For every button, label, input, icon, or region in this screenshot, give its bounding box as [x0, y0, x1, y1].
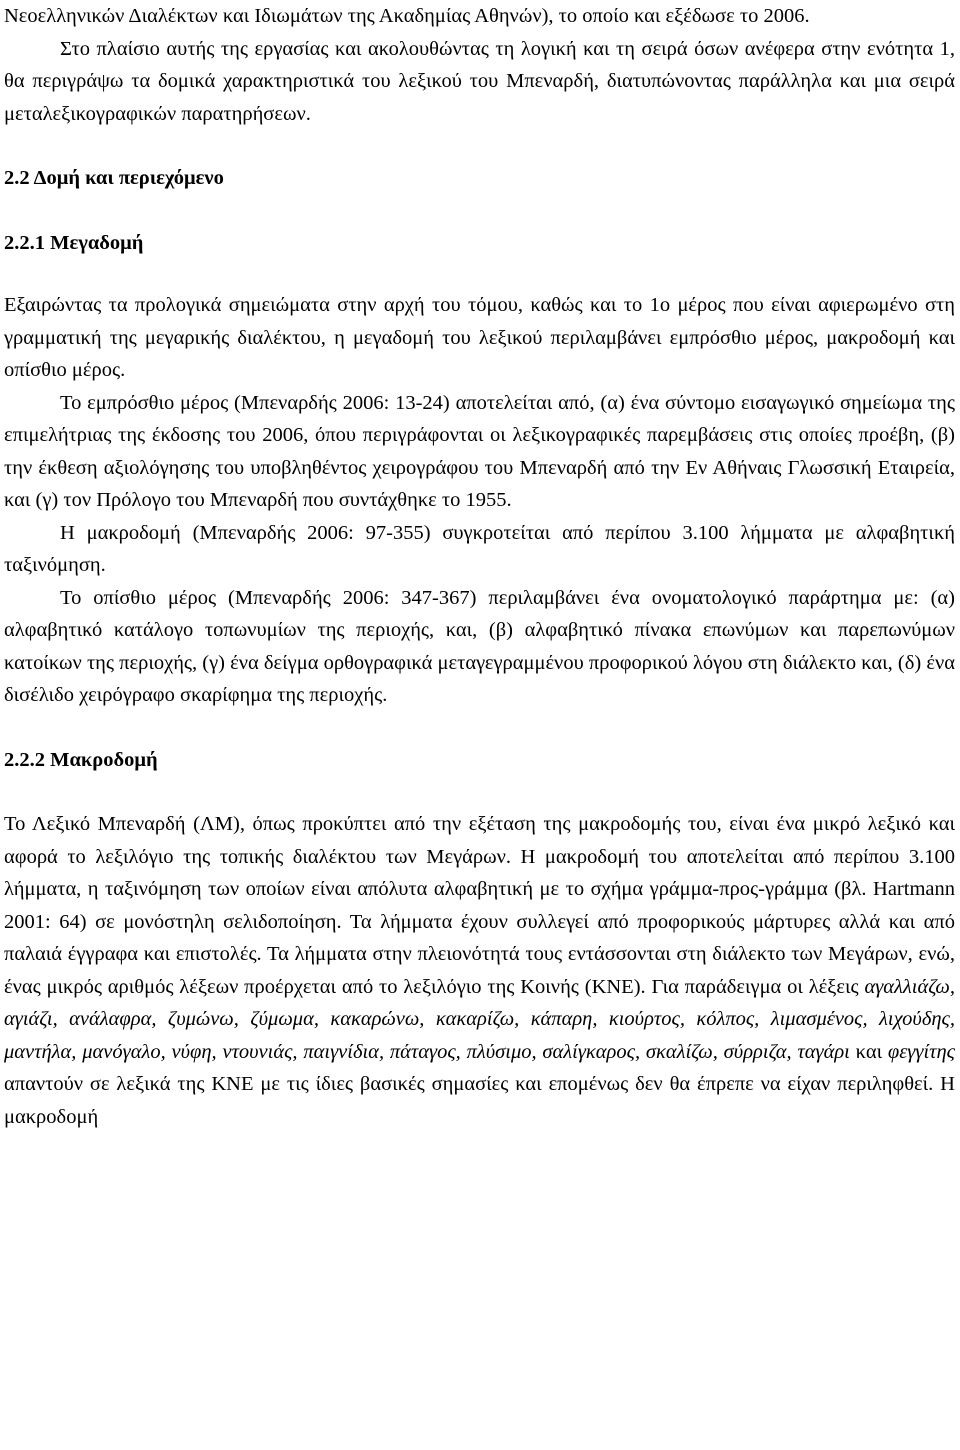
paragraph-macrostructure-summary: Η μακροδομή (Μπεναρδής 2006: 97-355) συγκροτείται από περίπου 3.100 λήμματα με αλφαβητική ταξινόμηση.	[4, 521, 955, 576]
paragraph-continuation: Νεοελληνικών Διαλέκτων και Ιδιωμάτων της Ακαδημίας Αθηνών), το οποίο και εξέδωσε το 2006.	[4, 5, 810, 27]
paragraph-intro: Στο πλαίσιο αυτής της εργασίας και ακολουθώντας τη λογική και τη σειρά όσων ανέφερα στην ενότητα 1, θα περιγράψω τα δομικά χαρακτηριστικά του λεξικού του Μπεναρδή, διατυπώνοντας παράλληλα και μια σειρά μεταλεξικογραφικών παρατηρήσεων.	[4, 37, 955, 125]
paragraph-front-matter: Το εμπρόσθιο μέρος (Μπεναρδής 2006: 13-24) αποτελείται από, (α) ένα σύντομο εισαγωγικό σημείωμα της επιμελήτριας της έκδοσης του 2006, όπου περιγράφονται οι λεξικογραφικές παρεμβάσεις στις οποίες προέβη, (β) την έκθεση αξιολόγησης του υποβληθέντος χειρογράφου του Μπεναρδή από την Εν Αθήναις Γλωσσική Εταιρεία, και (γ) τον Πρόλογο του Μπεναρδή που συντάχθηκε το 1955.	[4, 391, 955, 511]
paragraph-macrostructure-text: Το Λεξικό Μπεναρδή (ΛΜ), όπως προκύπτει από την εξέταση της μακροδομής του, είναι ένα μικρό λεξικό και αφορά το λεξιλόγιο της τοπικής διαλέκτου των Μεγάρων. Η μακροδομή του αποτελείται από περίπου 3.100 λήμματα, η ταξινόμηση των οποίων είναι απόλυτα αλφαβητική με το σχήμα γράμμα-προς-γράμμα (βλ. Hartmann 2001: 64) σε μονόστηλη σελιδοποίηση. Τα λήμματα έχουν συλλεγεί από προφορικούς μάρτυρες αλλά και από παλαιά έγγραφα και επιστολές. Τα λήμματα στην πλειονότητά τους εντάσσονται στη διάλεκτο των Μεγάρων, ενώ, ένας μικρός αριθμός λέξεων προέρχεται από το λεξιλόγιο της Κοινής (ΚΝΕ). Για παράδειγμα οι λέξεις	[4, 813, 955, 998]
paragraph-macrostructure	[4, 808, 955, 1133]
example-words: αγαλλιάζω, αγιάζι, ανάλαφρα, ζυμώνω, ζύμωμα, κακαρώνω, κακαρίζω, κάπαρη, κιούρτος, κόλπος, λιμασμένος, λιχούδης, μαντήλα, μανόγαλο, νύφη, ντουνιάς, παιγνίδια, πάταγος, πλύσιμο, σαλίγκαρος, σκαλίζω, σύρριζα, ταγάρι	[4, 975, 955, 1063]
paragraph-macrostructure-end: απαντούν σε λεξικά της ΚΝΕ με τις ίδιες βασικές σημασίες και επομένως δεν θα έπρεπε να είχαν περιληφθεί. Η μακροδομή	[4, 1073, 955, 1128]
subsection-heading-macrostructure: 2.2.2 Μακροδομή	[4, 748, 158, 771]
section-heading-structure: 2.2 Δομή και περιεχόμενο	[4, 167, 224, 189]
subsection-heading-megastructure: 2.2.1 Μεγαδομή	[4, 231, 144, 254]
example-word-last: φεγγίτης	[887, 1040, 955, 1063]
paragraph-back-matter: Το οπίσθιο μέρος (Μπεναρδής 2006: 347-367) περιλαμβάνει ένα ονοματολογικό παράρτημα με: (α) αλφαβητικό κατάλογο τοπωνυμίων της περιοχής, και, (β) αλφαβητικό πίνακα επωνύμων και παρεπωνύμων κατοίκων της περιοχής, (γ) ένα δείγμα ορθογραφικά μεταγεγραμμένου προφορικού λόγου στη διάλεκτο και, (δ) ένα δισέλιδο χειρόγραφο σκαρίφημα της περιοχής.	[4, 586, 955, 706]
document-page	[4, 0, 955, 1133]
paragraph-megastructure: Εξαιρώντας τα προλογικά σημειώματα στην αρχή του τόμου, καθώς και το 1ο μέρος που είναι αφιερωμένο στη γραμματική της μεγαρικής διαλέκτου, η μεγαδομή του λεξικού περιλαμβάνει εμπρόσθιο μέρος, μακροδομή και οπίσθιο μέρος.	[4, 294, 955, 381]
conjunction-text: και	[849, 1040, 888, 1063]
